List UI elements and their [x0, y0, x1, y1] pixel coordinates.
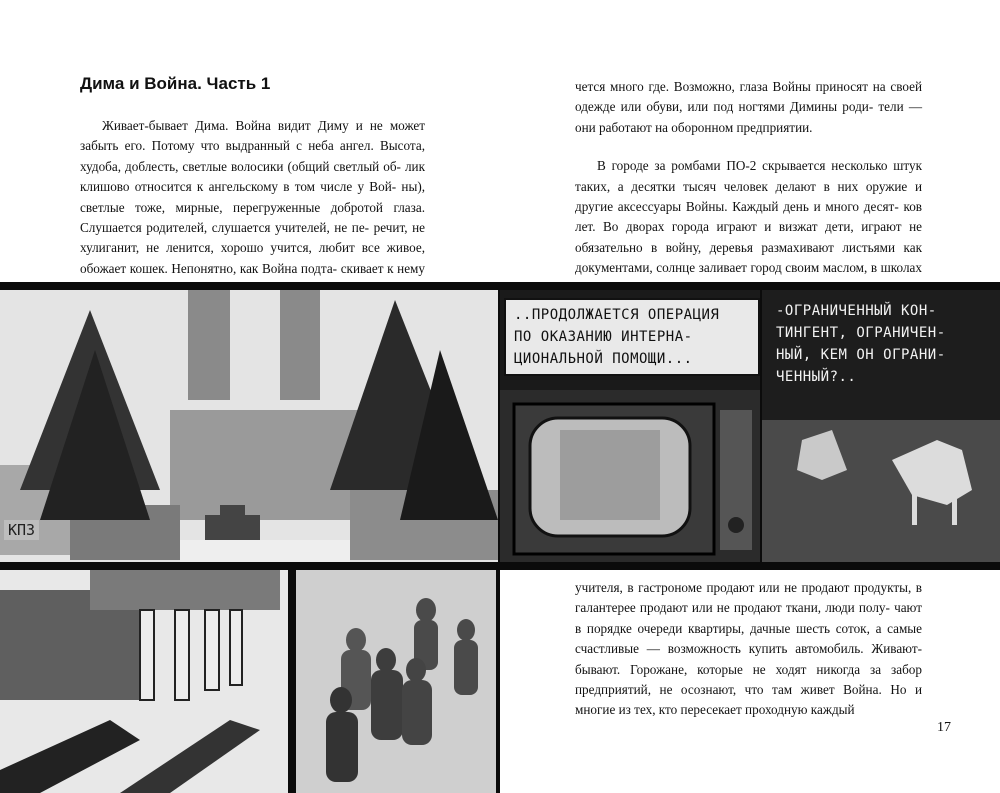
text-line: учителя, в гастрономе продают или не продают продукты, — [575, 580, 912, 595]
text-line: ны), светлые тоже, мирные, перегруженные добротой — [80, 179, 426, 215]
caption-line: ..ПРОДОЛЖАЕТСЯ ОПЕРАЦИЯ — [514, 307, 720, 323]
caption-line: ЦИОНАЛЬНОЙ ПОМОЩИ... — [514, 351, 693, 367]
text-line: и другие аксессуары Войны. Каждый день и много десят- — [575, 178, 922, 215]
text-line: скивает к нему — [340, 260, 425, 276]
paragraph — [575, 77, 922, 138]
chapter-title: Дима и Война. Часть 1 — [80, 74, 271, 93]
text-line: ков лет. Во дворах города играют и визжат дети, играют — [575, 199, 923, 235]
text-line: своей одежде или обуви, или под ногтями Димины роди- — [575, 79, 923, 115]
paragraph — [80, 116, 425, 300]
crowd-illustration — [296, 570, 496, 793]
text-line: чают в порядке очереди квартиры, дачные шесть соток, — [575, 600, 922, 636]
tv-panel — [500, 290, 760, 562]
text-column-left — [80, 116, 425, 300]
tv-caption — [504, 298, 760, 376]
caption-line: ПО ОКАЗАНИЮ ИНТЕРНА- — [514, 329, 693, 345]
text-line: В городе за ромбами ПО-2 скрывается несколько штук — [597, 158, 922, 174]
text-line: тели — они работают на оборонном предприятии. — [575, 99, 923, 135]
text-line: а самые счастливые — возможность купить автомобиль. — [575, 620, 923, 657]
text-line: глаза. Слушается родителей, слушается учителей, не пе- — [80, 199, 426, 236]
caption-line: -ОГРАНИЧЕННЫЙ КОН- — [776, 303, 937, 319]
caption-line: НЫЙ, КЕМ ОН ОГРАНИ- — [776, 347, 946, 363]
building-panel — [0, 570, 288, 793]
caption-line: ЧЕННЫЙ?.. — [776, 369, 857, 385]
page-number: 17 — [937, 720, 951, 735]
text-line: Живают-бывают. Горожане, которые не ходят никогда за — [575, 641, 923, 677]
text-line: забор предприятий, не осознают, что там живет Война. — [575, 661, 922, 698]
factory-illustration — [0, 290, 498, 562]
text-line: в школах — [870, 260, 922, 276]
text-line: в галантерее продают или не продают ткани, люди полу- — [575, 580, 923, 616]
deer-caption — [776, 300, 994, 388]
caption-line: ТИНГЕНТ, ОГРАНИЧЕН- — [776, 325, 946, 341]
text-line: Живает-бывает Дима. Война видит Диму и не может — [102, 118, 425, 133]
text-line: все живое, обожает кошек. Непонятно, как Война подта- — [80, 240, 426, 276]
text-line: худоба, доблесть, светлые волосики (общий светлый об- — [80, 158, 401, 174]
paragraph — [575, 578, 922, 721]
text-column-right-top — [575, 77, 922, 299]
text-line: лик клишово относится к ангельскому в том числе у Вой- — [80, 158, 426, 195]
text-line: не обязательно в войну, деревья размахивают листьями — [575, 219, 922, 255]
building-illustration — [0, 570, 288, 793]
text-line: забыть его. Потому что выдранный с неба ангел. Высота, — [80, 138, 425, 154]
text-column-right-bottom — [575, 578, 922, 721]
text-line: таких, а десятки тысяч человек делают в них оружие — [575, 178, 908, 194]
text-line: Но и многие из тех, кто пересекает проходную каждый — [575, 682, 923, 718]
paragraph — [575, 156, 922, 299]
text-line: чется много где. Возможно, глаза Войны приносят на — [575, 79, 886, 94]
factory-panel — [0, 290, 498, 562]
text-line: речит, не хулиганит, не ленится, хорошо учится, любит — [80, 220, 425, 256]
deer-panel — [762, 290, 1000, 562]
crowd-panel — [296, 570, 496, 793]
text-line: как документами, солнце заливает город своим маслом, — [575, 239, 922, 276]
factory-sign: КПЗ — [4, 520, 39, 540]
